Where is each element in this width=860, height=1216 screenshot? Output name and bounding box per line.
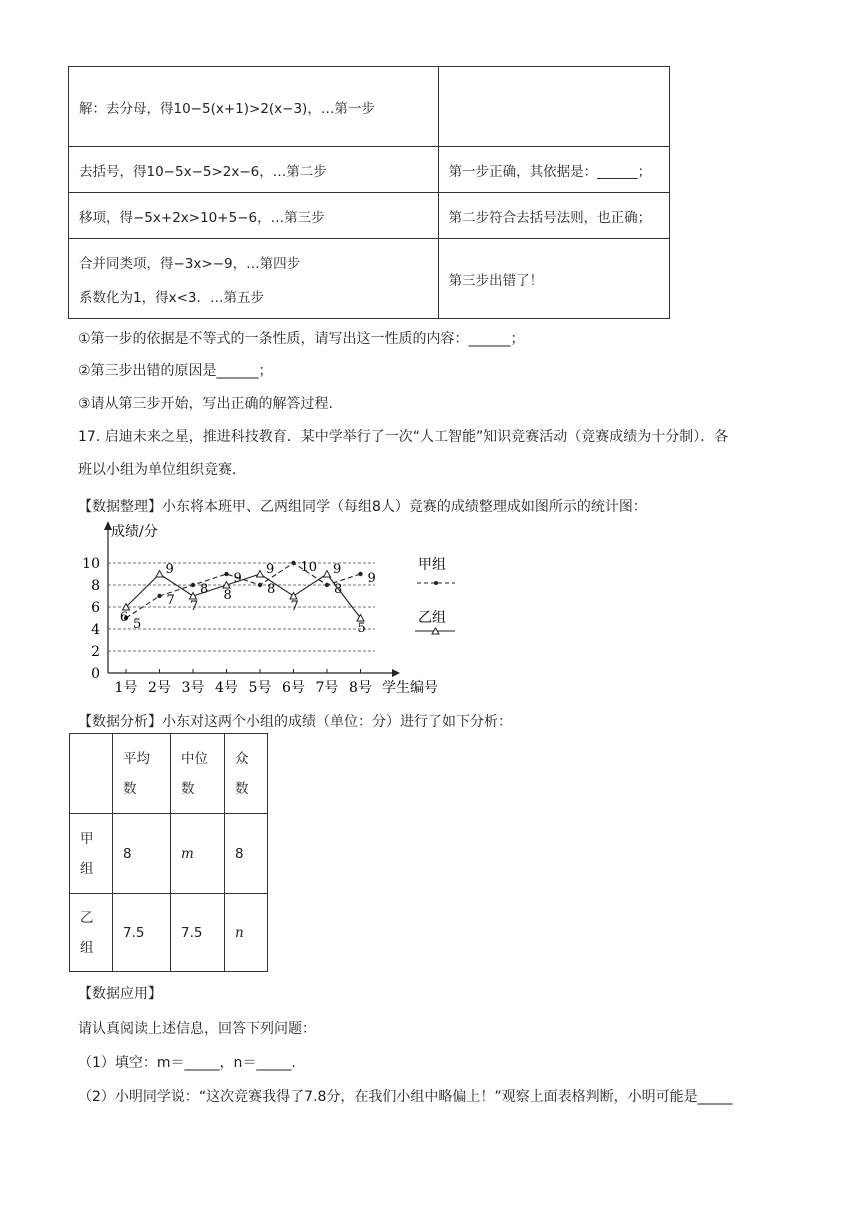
- series-yi-data-label: 8: [223, 588, 232, 603]
- series-jia-data-label: 10: [300, 560, 318, 575]
- series-jia-point: [157, 594, 161, 598]
- y-tick-label: 10: [82, 556, 100, 572]
- y-tick-label: 0: [91, 666, 100, 682]
- step-4-comment: 第三步出错了！: [438, 239, 669, 319]
- series-yi-data-label: 5: [357, 621, 366, 636]
- series-yi-data-label: 7: [190, 599, 199, 614]
- step-3-comment: 第二步符合去括号法则，也正确；: [438, 193, 669, 239]
- x-tick-label: 2号: [148, 680, 171, 696]
- stats-group-yi: 乙组: [70, 894, 113, 972]
- series-yi-data-label: 6: [119, 610, 129, 625]
- problem-17-line-1: 17. 启迪未来之星，推进科技教育．某中学举行了一次“人工智能”知识竞赛活动（竞赛成绩为十分制）．各: [78, 429, 729, 445]
- series-jia-point: [224, 572, 228, 576]
- stats-header-median: 中位数: [171, 734, 225, 814]
- question-2: ②第三步出错的原因是______；: [78, 363, 273, 379]
- question-1: ①第一步的依据是不等式的一条性质，请写出这一性质的内容：______；: [78, 331, 525, 347]
- steps-row-3: [69, 193, 670, 239]
- problem-17-line-2: 班以小组为单位组织竞赛．: [78, 462, 246, 478]
- series-jia-data-label: 9: [367, 571, 376, 586]
- data-application-heading: 【数据应用】: [78, 986, 162, 1002]
- step-3-cell: [69, 193, 439, 239]
- stats-jia-median: m: [171, 814, 225, 894]
- series-jia-line: [126, 563, 361, 618]
- read-instruction: 请认真阅读上述信息，回答下列问题：: [78, 1021, 316, 1037]
- step-5-text: 系数化为1，得x<3．…第五步: [79, 289, 264, 306]
- stats-jia-mode: 8: [225, 814, 268, 894]
- x-tick-label: 1号: [114, 680, 138, 696]
- series-jia-data-label: 8: [334, 582, 343, 597]
- y-tick-label: 2: [91, 644, 100, 660]
- step-1-cell: [69, 67, 439, 147]
- series-yi-data-label: 9: [165, 562, 174, 577]
- stats-row-jia: [70, 814, 268, 894]
- series-yi-point: [324, 571, 331, 578]
- stats-yi-median: 7.5: [171, 894, 225, 972]
- step-4-text: 合并同类项，得−3x>−9，…第四步: [79, 255, 301, 272]
- y-tick-label: 8: [91, 578, 100, 594]
- series-yi-point: [156, 571, 163, 578]
- series-yi-point: [257, 571, 264, 578]
- x-tick-label: 3号: [181, 680, 205, 696]
- series-jia-data-label: 8: [200, 582, 209, 597]
- x-axis-label: 学生编号: [382, 680, 438, 696]
- series-jia-data-label: 7: [166, 593, 175, 608]
- question-3: ③请从第三步开始，写出正确的解答过程.: [78, 396, 333, 412]
- series-jia-data-label: 5: [133, 617, 142, 632]
- step-1-text: 解：去分母，得10−5(x+1)>2(x−3)，…第一步: [79, 100, 375, 117]
- steps-table: [68, 66, 670, 319]
- step-3-text: 移项，得−5x+2x>10+5−6，…第三步: [79, 209, 325, 226]
- x-tick-label: 5号: [248, 680, 272, 696]
- step-1-comment: [438, 67, 669, 147]
- steps-row-4: [69, 239, 670, 319]
- step-4-cell: [69, 239, 439, 319]
- x-axis-arrow: [392, 669, 400, 677]
- stats-yi-mode: n: [225, 894, 268, 972]
- y-tick-label: 6: [91, 600, 100, 616]
- series-jia-point: [191, 583, 195, 587]
- series-jia-point: [291, 561, 295, 565]
- y-axis-label: 成绩/分: [111, 524, 158, 540]
- series-jia-point: [358, 572, 362, 576]
- sub-question-1: （1）填空：m＝_____，n＝_____.: [78, 1055, 296, 1071]
- step-2-comment: 第一步正确，其依据是：______；: [438, 147, 669, 193]
- series-yi-data-label: 9: [333, 562, 342, 577]
- stats-corner-cell: [70, 734, 113, 814]
- stats-header-row: [70, 734, 268, 814]
- step-2-cell: [69, 147, 439, 193]
- series-jia-data-label: 8: [267, 582, 276, 597]
- series-yi-data-label: 7: [290, 599, 299, 614]
- x-tick-label: 6号: [282, 680, 305, 696]
- legend-yi-label: 乙组: [418, 610, 446, 626]
- y-tick-label: 4: [91, 622, 100, 638]
- x-tick-label: 4号: [215, 680, 238, 696]
- series-jia-data-label: 9: [233, 571, 242, 586]
- legend-jia-label: 甲组: [418, 557, 446, 573]
- data-organization-heading: 【数据整理】小东将本班甲、乙两组同学（每组8人）竞赛的成绩整理成如图所示的统计图：: [78, 499, 647, 515]
- stats-header-mean: 平均数: [113, 734, 171, 814]
- series-jia-point: [325, 583, 329, 587]
- stats-table: [69, 733, 268, 972]
- x-tick-label: 8号: [349, 680, 372, 696]
- stats-header-mode: 众数: [225, 734, 268, 814]
- step-2-text: 去括号，得10−5x−5>2x−6，…第二步: [79, 163, 327, 180]
- stats-yi-mean: 7.5: [113, 894, 171, 972]
- score-line-chart: [70, 516, 490, 701]
- data-analysis-heading: 【数据分析】小东对这两个小组的成绩（单位：分）进行了如下分析：: [78, 714, 512, 730]
- series-yi-data-label: 9: [266, 562, 275, 577]
- stats-jia-mean: 8: [113, 814, 171, 894]
- steps-row-2: [69, 147, 670, 193]
- x-tick-label: 7号: [315, 680, 339, 696]
- steps-row-1: [69, 67, 670, 147]
- series-jia-point: [258, 583, 262, 587]
- stats-row-yi: [70, 894, 268, 972]
- sub-question-2: （2）小明同学说：“这次竞赛我得了7.8分，在我们小组中略偏上！”观察上面表格判断，小明可能是_____: [78, 1089, 733, 1105]
- stats-group-jia: 甲组: [70, 814, 113, 894]
- legend-jia-marker: [434, 581, 438, 585]
